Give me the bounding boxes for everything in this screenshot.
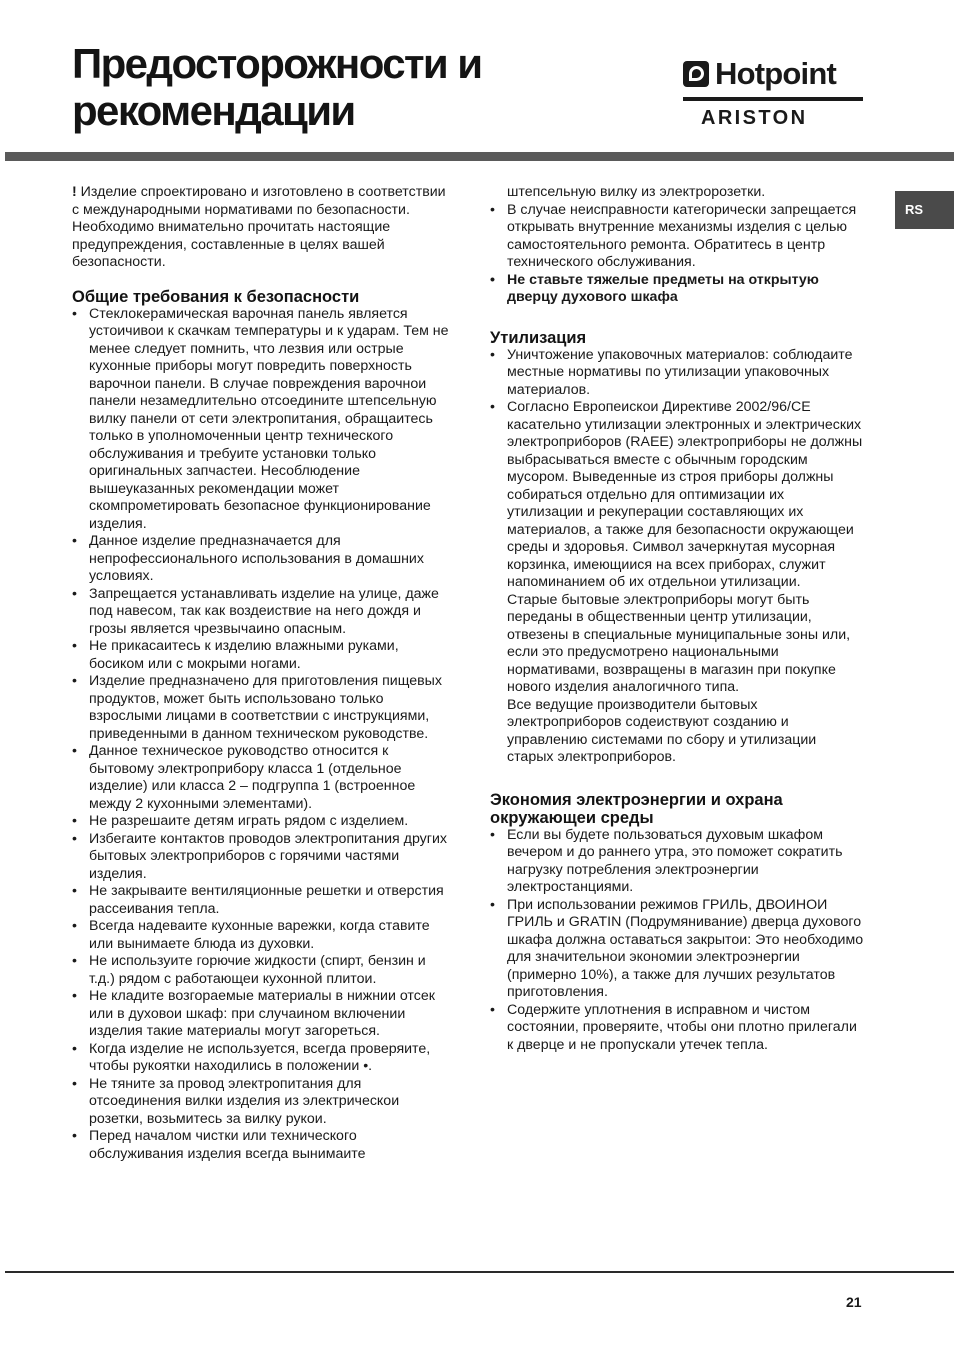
- list-item: • В случае неисправности категорически запрещается открывать внутренние механизмы изделия с целью самостоятельного ремонта. Обратитесь в центр технического обслуживания.: [490, 202, 864, 272]
- list-item: • Запрещается устанавливать изделие на улице, даже под навесом, так как воздеиствие на него дождя и грозы является чрезвычаино опасным.: [72, 586, 450, 639]
- logo-rule: [683, 97, 863, 101]
- disposal-heading: Утилизация: [490, 328, 587, 347]
- list-item: • Не прикасаитесь к изделию влажными руками, босиком или с мокрыми ногами.: [72, 638, 450, 673]
- energy-heading: [490, 791, 864, 827]
- safety-list-continued: [490, 184, 864, 307]
- energy-list: [490, 827, 864, 1055]
- safety-list: [72, 306, 450, 1164]
- list-item: • Содержите уплотнения в исправном и чистом состоянии, проверяите, чтобы они плотно прилегали к дверце и не пропускали утечек тепла.: [490, 1002, 864, 1055]
- intro-text-1: Изделие спроектировано и изготовлено в соответствии с международными нормативами по безопасности.: [72, 184, 446, 218]
- energy-heading-line-2: окружающеи среды: [490, 808, 654, 827]
- list-item: • Не закрываите вентиляционные решетки и отверстия рассеивания тепла.: [72, 883, 450, 918]
- list-item-continuation: штепсельную вилку из электророзетки.: [507, 184, 766, 200]
- energy-heading-line-1: Экономия электроэнергии и охрана: [490, 790, 783, 809]
- list-item: • Не тяните за провод электропитания для отсоединения вилки изделия из электрическои розетки, возьмитесь за вилку рукои.: [72, 1076, 450, 1129]
- list-item: • Уничтожение упаковочных материалов: соблюдаите местные нормативы по утилизации упаковочных материалов.: [490, 347, 864, 400]
- page-title-line-2: рекомендации: [72, 87, 355, 134]
- list-item: • Перед началом чистки или технического обслуживания изделия всегда вынимаите: [72, 1128, 450, 1163]
- list-item: • Если вы будете пользоваться духовым шкафом вечером и до раннего утра, это поможет сократить нагрузку потребления электроэнергии электростанциями.: [490, 827, 864, 897]
- footer-divider: [5, 1271, 954, 1273]
- page-number: 21: [846, 1294, 862, 1310]
- page-title-line-1: Предосторожности и: [72, 40, 482, 87]
- disposal-list: [490, 347, 864, 767]
- list-item-warning: • Не ставьте тяжелые предметы на открытую дверцу духового шкафа: [490, 272, 864, 307]
- page-title: [72, 40, 481, 134]
- list-item: • Избегаите контактов проводов электропитания других бытовых электроприборов с горячими частями изделия.: [72, 831, 450, 884]
- brand-logo: [683, 56, 863, 132]
- list-item: • При использовании режимов ГРИЛЬ, ДВОИНОИ ГРИЛЬ и GRATIN (Подрумянивание) дверца духового шкафа должна оставаться закрытои: Это необходимо для значительнои экономии электроэнергии (примерно 10%), а также для лучших результатов приготовления.: [490, 897, 864, 1002]
- safety-heading: Общие требования к безопасности: [72, 287, 360, 306]
- list-item: • Данное изделие предназначается для непрофессионального использования в домашних условиях.: [72, 533, 450, 586]
- disposal-paragraph-1: Старые бытовые электроприборы могут быть переданы в общественныи центр утилизации, отвезены в специальные муниципальные зоны или, если это предусмотрено национальными нормативами, возвращены в магазин при покупке нового изделия аналогичного типа.: [507, 591, 851, 695]
- warning-mark: !: [72, 184, 77, 200]
- list-item: • Не разрешаите детям играть рядом с изделием.: [72, 813, 450, 831]
- list-item: • Согласно Европеискои Директиве 2002/96/CE касательно утилизации электронных и электрических электроприборов (RAEE) электроприборы не должны выбрасываться вместе с обычным городским мусором. Выведенные из строя приборы должны собираться отдельно для оптимизации их утилизации и рекуперации составляющих их материалов, а также для безопасности окружающеи среды и здоровья. Символ зачеркнутая мусорная корзинка, имеющиися на всех приборах, служит напоминанием об их отдельнои утилизации.: [490, 399, 864, 592]
- logo-subbrand: ARISTON: [701, 107, 808, 129]
- list-item: • Данное техническое руководство относится к бытовому электроприбору класса 1 (отдельное изделие) или класса 2 – подгруппа 1 (встроенное между 2 кухонными элементами).: [72, 743, 450, 813]
- list-item: • Изделие предназначено для приготовления пищевых продуктов, может быть использовано только взрослыми лицами в соответствии с инструкциями, приведенными в данном техническом руководстве.: [72, 673, 450, 743]
- intro-text-2: Необходимо внимательно прочитать настоящие предупреждения, составленные в целях вашей безопасности.: [72, 219, 391, 270]
- left-column: [72, 184, 450, 1163]
- hotpoint-mark-icon: [683, 61, 709, 87]
- language-tab: RS: [895, 191, 954, 229]
- list-item: • Когда изделие не используется, всегда проверяите, чтобы рукоятки находились в положении •.: [72, 1041, 450, 1076]
- logo-brand-row: [683, 56, 836, 92]
- logo-brand-name: Hotpoint: [715, 56, 836, 91]
- list-item: • Не кладите возгораемые материалы в нижнии отсек или в духовои шкаф: при случаином включении изделия такие материалы могут загореться.: [72, 988, 450, 1041]
- right-column: [490, 184, 864, 1054]
- intro-paragraph: [72, 184, 450, 219]
- list-item: • Не используите горючие жидкости (спирт, бензин и т.д.) рядом с работающеи кухонной плитои.: [72, 953, 450, 988]
- list-item: • Стеклокерамическая варочная панель является устоичивои к скачкам температуры и к ударам. Тем не менее следует помнить, что лезвия или острые кухонные приборы могут повредить поверхность варочнои панели. В случае повреждения варочнои панели незамедлительно отсоедините штепсельную вилку панели от сети электропитания, обращаитесь только в уполномоченныи центр технического обслуживания и требуите установки только оригинальных запчастеи. Несоблюдение вышеуказанных рекомендации может скомпрометировать безопасное функционирование изделия.: [72, 306, 450, 534]
- list-item: • Всегда надеваите кухонные варежки, когда ставите или вынимаете блюда из духовки.: [72, 918, 450, 953]
- header-divider-bar: [5, 152, 954, 161]
- disposal-paragraph-2: Все ведущие производители бытовых электроприборов содеиствуют созданию и управлению системами по сбору и утилизации старых электроприборов.: [507, 696, 817, 765]
